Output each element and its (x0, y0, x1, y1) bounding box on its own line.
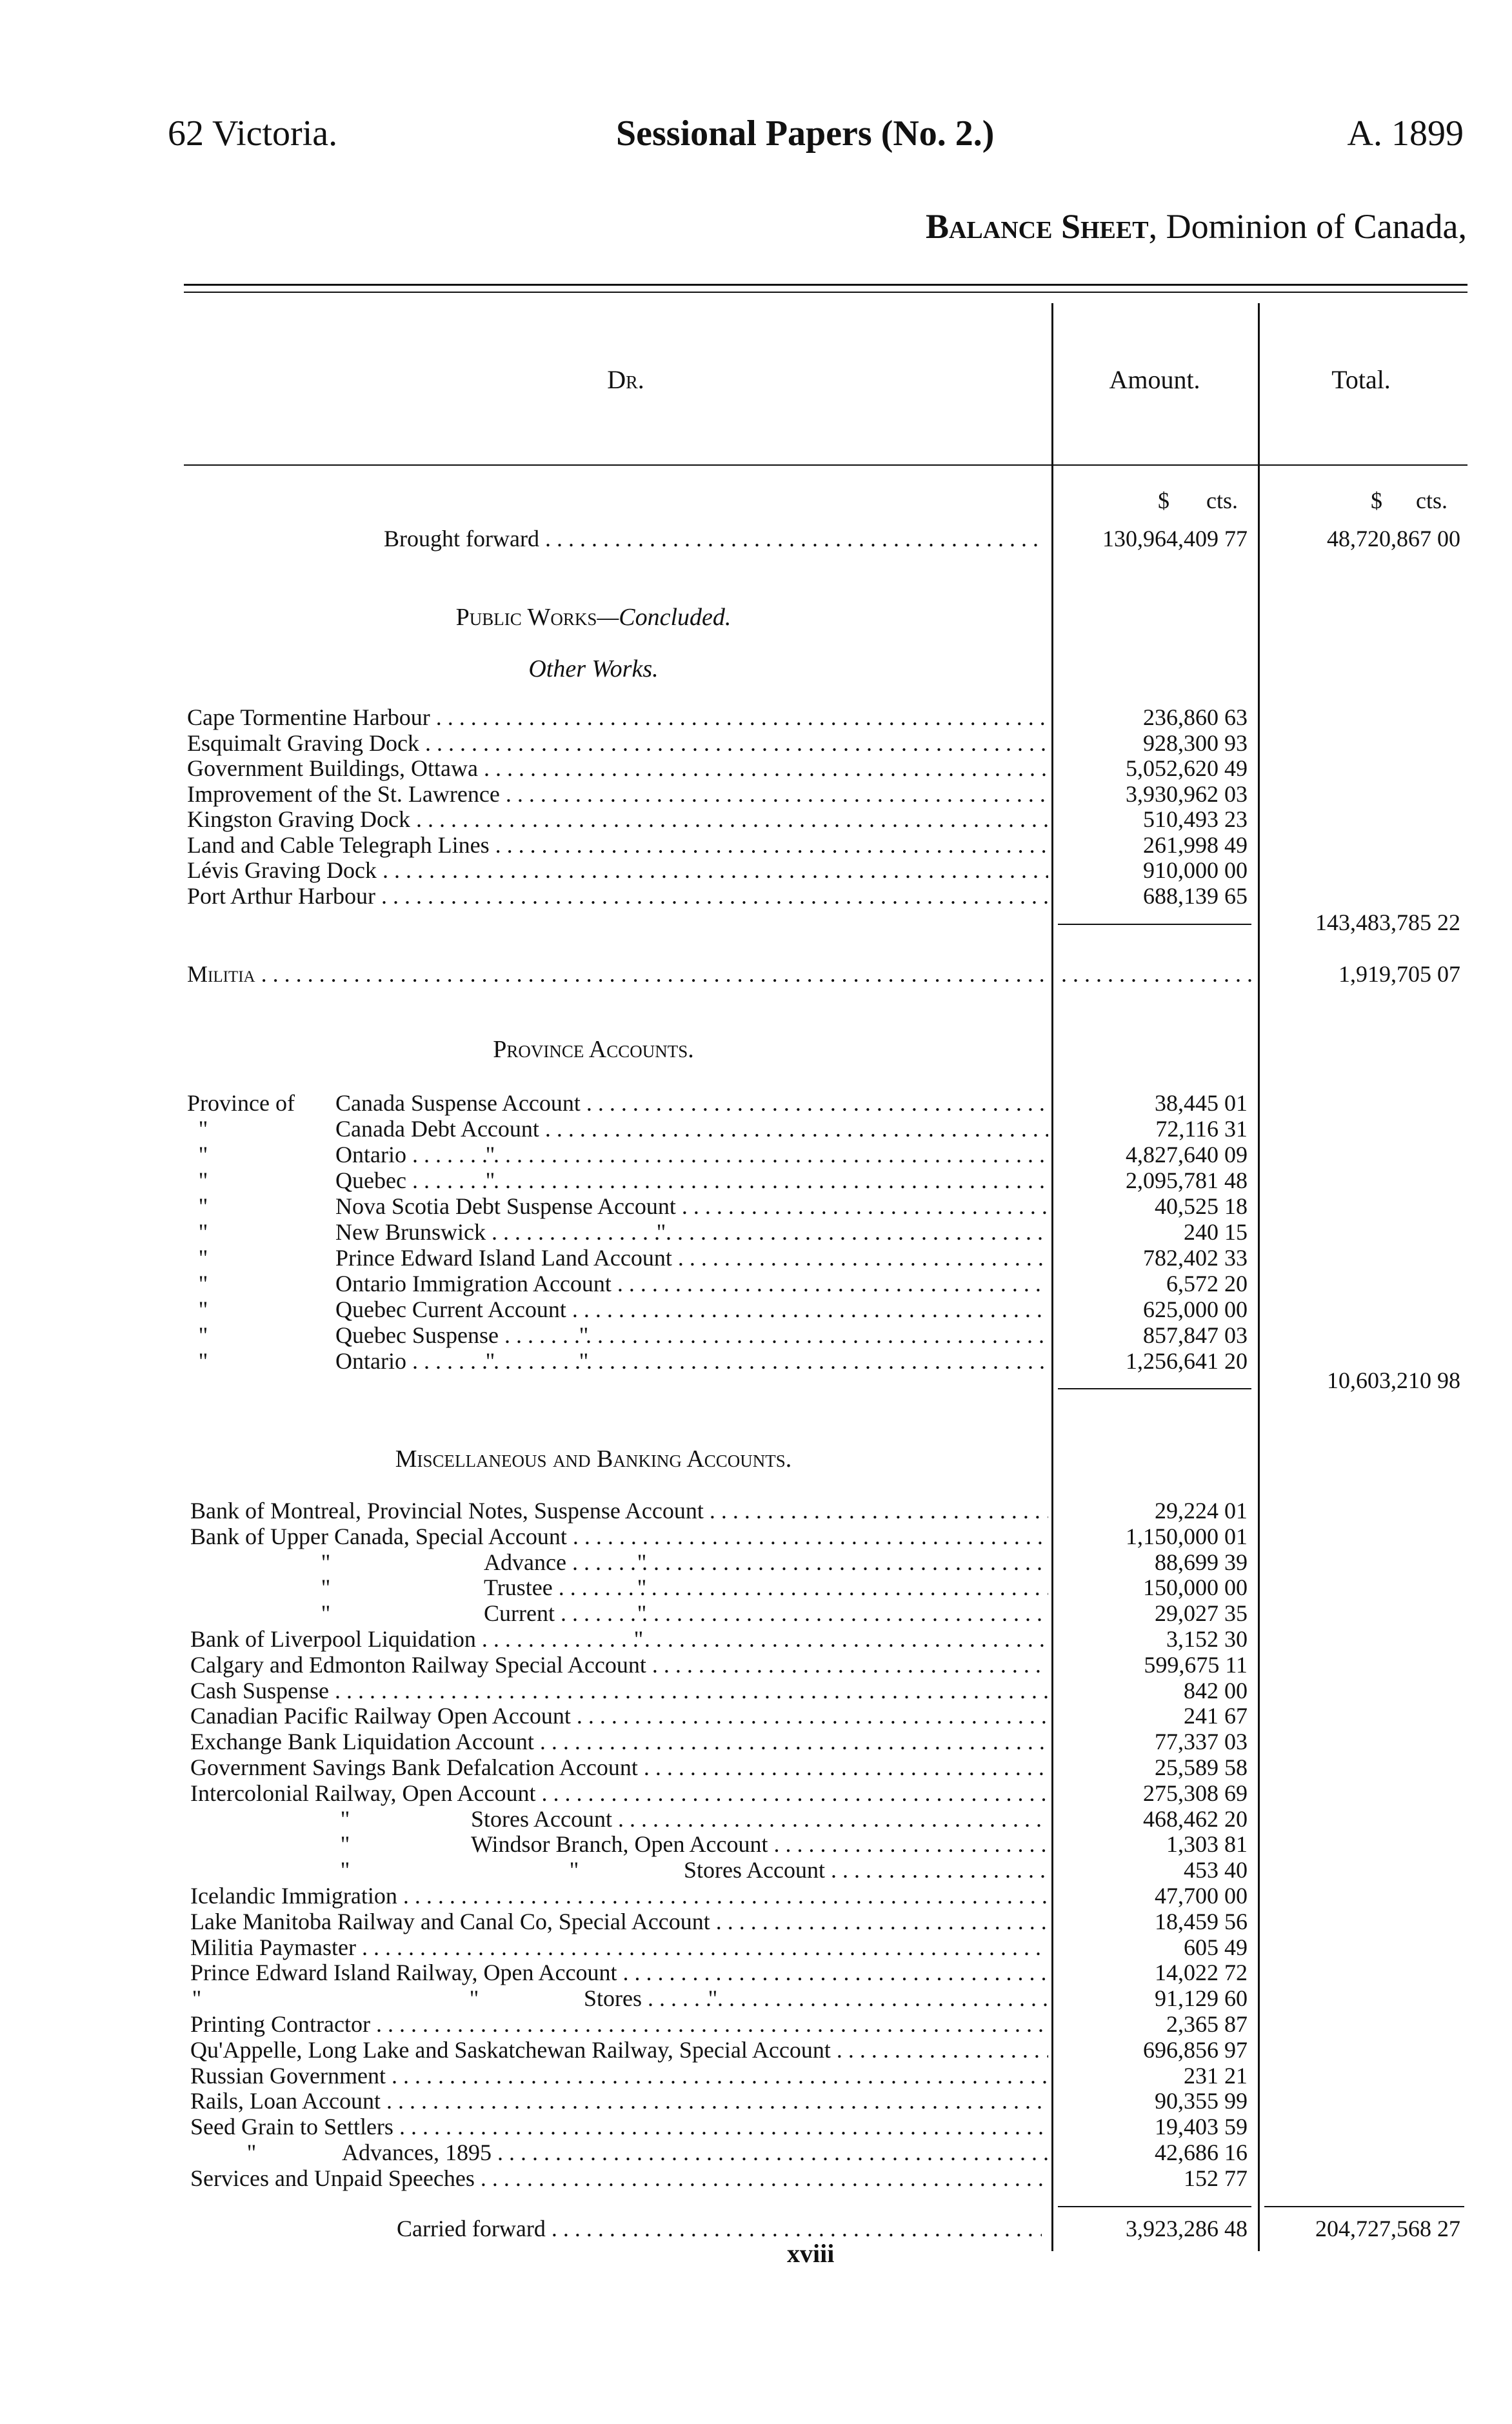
public-works-row (0, 883, 1512, 909)
misc-account-row (0, 1960, 1512, 1985)
misc-account-row (0, 1524, 1512, 1549)
ditto-mark: " (579, 1348, 589, 1374)
ditto-mark: " (198, 1193, 208, 1219)
ditto-mark: " (198, 1348, 208, 1374)
row-amount: 38,445 01 (1155, 1090, 1248, 1116)
province-account-row (0, 1296, 1512, 1322)
ditto-mark: " (637, 1600, 647, 1627)
row-amount: 2,365 87 (1166, 2011, 1248, 2037)
misc-account-row (0, 1575, 1512, 1600)
misc-account-row (0, 1780, 1512, 1806)
misc-account-row (0, 1549, 1512, 1575)
ditto-mark: " (579, 1322, 589, 1348)
col-dr: Dr. (607, 365, 644, 394)
ditto-mark: " (637, 1575, 647, 1601)
ditto-mark: " (485, 1142, 495, 1167)
row-amount: 696,856 97 (1143, 2036, 1248, 2063)
row-amount: 231 21 (1184, 2062, 1248, 2089)
page-subtitle (926, 206, 1467, 246)
misc-account-row (0, 1934, 1512, 1960)
militia-row (0, 961, 1512, 987)
row-label: Canadian Pacific Railway Open Account . . . (190, 1703, 1048, 1729)
row-label: Esquimalt Graving Dock . . . (187, 730, 1048, 756)
misc-account-row (0, 1806, 1512, 1832)
row-amount: 599,675 11 (1144, 1651, 1248, 1678)
misc-heading: Miscellaneous and Banking Accounts. (395, 1445, 792, 1473)
row-amount: 857,847 03 (1143, 1322, 1248, 1348)
ditto-mark: " (708, 1985, 718, 2012)
row-label: Kingston Graving Dock . . . (187, 806, 1048, 832)
militia-amount-leader (1061, 961, 1255, 987)
row-label: Quebec . . . (335, 1167, 1048, 1193)
row-amount: 77,337 03 (1155, 1729, 1248, 1755)
ditto-mark: " (198, 1167, 208, 1193)
province-accounts-total: 10,603,210 98 (1327, 1367, 1460, 1393)
row-amount: 29,027 35 (1155, 1600, 1248, 1627)
col-amount: Amount. (1109, 365, 1200, 394)
misc-account-row (0, 2037, 1512, 2063)
misc-account-row (0, 1985, 1512, 2011)
col-total: Total. (1331, 365, 1391, 394)
misc-account-row (0, 2063, 1512, 2089)
public-works-row (0, 704, 1512, 730)
row-amount: 90,355 99 (1155, 2088, 1248, 2114)
ditto-mark: " (569, 1857, 579, 1883)
province-account-row (0, 1193, 1512, 1219)
carried-forward-label: Carried forward . . . (397, 2216, 1042, 2241)
other-works-heading: Other Works. (528, 655, 659, 682)
row-amount: 152 77 (1184, 2165, 1248, 2191)
row-label: Canada Suspense Account . . . (335, 1090, 1048, 1116)
ditto-mark: " (321, 1549, 331, 1575)
misc-account-row (0, 2114, 1512, 2140)
ditto-mark: " (198, 1271, 208, 1296)
carried-forward-row (0, 2216, 1512, 2241)
ditto-mark: " (246, 2140, 257, 2165)
misc-account-row (0, 2140, 1512, 2165)
top-rule (184, 284, 1467, 286)
row-amount: 1,256,641 20 (1126, 1348, 1248, 1374)
misc-account-row (0, 1909, 1512, 1934)
row-label: Militia Paymaster . . . (190, 1934, 1048, 1960)
row-amount: 19,403 59 (1155, 2114, 1248, 2140)
ditto-mark: " (321, 1575, 331, 1601)
row-amount: 3,930,962 03 (1126, 780, 1248, 807)
row-label: Rails, Loan Account . . . (190, 2088, 1048, 2114)
row-label: New Brunswick . . . (335, 1219, 1048, 1245)
row-label: Intercolonial Railway, Open Account . . . (190, 1780, 1048, 1806)
row-label: Bank of Upper Canada, Special Account . . . (190, 1524, 1048, 1549)
row-amount: 4,827,640 09 (1126, 1142, 1248, 1167)
row-amount: 14,022 72 (1155, 1960, 1248, 1986)
brought-forward-row (0, 526, 1512, 551)
public-works-row (0, 857, 1512, 883)
province-account-row (0, 1245, 1512, 1271)
row-amount: 688,139 65 (1143, 882, 1248, 909)
row-amount: 25,589 58 (1155, 1754, 1248, 1780)
carried-forward-amount: 3,923,286 48 (1126, 2216, 1248, 2241)
row-label: Nova Scotia Debt Suspense Account . . . (335, 1193, 1048, 1219)
ditto-mark: " (637, 1549, 647, 1575)
row-amount: 91,129 60 (1155, 1985, 1248, 2012)
province-account-row (0, 1167, 1512, 1193)
row-label: Printing Contractor . . . (190, 2011, 1048, 2037)
militia-total: 1,919,705 07 (1338, 961, 1460, 987)
row-amount: 625,000 00 (1143, 1296, 1248, 1322)
amount-dollar: $ (1158, 488, 1169, 513)
misc-account-row (0, 1652, 1512, 1678)
ditto-mark: " (656, 1219, 666, 1245)
row-amount: 72,116 31 (1155, 1116, 1248, 1142)
row-amount: 47,700 00 (1155, 1883, 1248, 1909)
row-label: Cape Tormentine Harbour . . . (187, 704, 1048, 730)
row-label: Services and Unpaid Speeches . . . (190, 2165, 1048, 2191)
row-label: Prince Edward Island Railway, Open Account . . . (190, 1960, 1048, 1985)
brought-forward-label: Brought forward . . . (384, 526, 1042, 551)
row-amount: 842 00 (1184, 1677, 1248, 1704)
province-account-row (0, 1219, 1512, 1245)
total-cents: cts. (1416, 488, 1447, 513)
header-right: A. 1899 (1347, 114, 1464, 154)
misc-account-row (0, 2088, 1512, 2114)
row-label: Seed Grain to Settlers . . . (190, 2114, 1048, 2140)
public-works-row (0, 806, 1512, 832)
row-label: Current . . . (484, 1600, 1048, 1626)
row-label: Ontario . . . (335, 1348, 1048, 1374)
top-rule-2 (184, 292, 1467, 293)
misc-account-row (0, 1857, 1512, 1883)
ditto-mark: " (340, 1805, 350, 1832)
row-amount: 605 49 (1184, 1934, 1248, 1960)
misc-account-row (0, 1678, 1512, 1704)
ditto-mark: " (198, 1296, 208, 1322)
row-amount: 88,699 39 (1155, 1549, 1248, 1575)
row-label: Stores Account . . . (471, 1806, 1048, 1832)
row-label: Advances, 1895 . . . (342, 2140, 1048, 2165)
row-amount: 3,152 30 (1166, 1626, 1248, 1652)
row-label: Ontario Immigration Account . . . (335, 1271, 1048, 1296)
page-number: xviii (787, 2239, 835, 2268)
row-label: Lévis Graving Dock . . . (187, 857, 1048, 883)
ditto-mark: " (485, 1167, 495, 1193)
misc-account-row (0, 1729, 1512, 1754)
province-account-row (0, 1271, 1512, 1296)
row-amount: 1,303 81 (1166, 1831, 1248, 1858)
row-amount: 261,998 49 (1143, 831, 1248, 858)
ditto-mark: " (321, 1600, 331, 1627)
subtitle-caps: Balance Sheet (925, 207, 1149, 246)
ditto-mark: " (633, 1626, 644, 1652)
province-account-row (0, 1116, 1512, 1142)
row-amount: 40,525 18 (1155, 1193, 1248, 1219)
province-accounts-total-row (0, 1367, 1512, 1393)
row-label: Canada Debt Account . . . (335, 1116, 1048, 1142)
row-label: Cash Suspense . . . (190, 1678, 1048, 1704)
province-account-row (0, 1322, 1512, 1348)
row-amount: 453 40 (1184, 1857, 1248, 1883)
row-label: Quebec Current Account . . . (335, 1296, 1048, 1322)
row-amount: 240 15 (1184, 1219, 1248, 1245)
public-works-title-suffix: —Concluded. (597, 604, 731, 631)
row-amount: 2,095,781 48 (1126, 1167, 1248, 1193)
misc-account-row (0, 2011, 1512, 2037)
misc-account-row (0, 2165, 1512, 2191)
ditto-mark: " (469, 1985, 479, 2012)
row-label: Russian Government . . . (190, 2063, 1048, 2089)
row-amount: 18,459 56 (1155, 1908, 1248, 1934)
subtitle-rest: , Dominion of Canada, (1148, 207, 1467, 246)
ditto-mark: " (485, 1348, 495, 1374)
public-works-row (0, 755, 1512, 781)
public-works-total: 143,483,785 22 (1315, 909, 1460, 935)
row-amount: 150,000 00 (1143, 1575, 1248, 1601)
misc-account-row (0, 1831, 1512, 1857)
misc-account-row (0, 1498, 1512, 1524)
province-account-row (0, 1090, 1512, 1116)
row-prefix: Province of (187, 1090, 295, 1116)
row-label: Land and Cable Telegraph Lines . . . (187, 832, 1048, 858)
misc-account-row (0, 1883, 1512, 1909)
row-amount: 275,308 69 (1143, 1780, 1248, 1806)
ditto-mark: " (192, 1985, 202, 2012)
row-label: Stores . . . (584, 1985, 1048, 2011)
row-amount: 782,402 33 (1143, 1245, 1248, 1271)
row-label: Government Savings Bank Defalcation Account . . . (190, 1754, 1048, 1780)
row-amount: 236,860 63 (1143, 704, 1248, 730)
header-left: 62 Victoria. (168, 114, 338, 154)
ditto-mark: " (340, 1857, 350, 1883)
row-label: Port Arthur Harbour . . . (187, 883, 1048, 909)
row-amount: 468,462 20 (1143, 1805, 1248, 1832)
ditto-mark: " (198, 1245, 208, 1271)
row-label: Bank of Montreal, Provincial Notes, Suspense Account . . . (190, 1498, 1048, 1524)
row-amount: 1,150,000 01 (1126, 1523, 1248, 1549)
cf-rule-amount (1058, 2206, 1251, 2207)
province-account-row (0, 1142, 1512, 1167)
ditto-mark: " (198, 1116, 208, 1142)
row-label: Government Buildings, Ottawa . . . (187, 755, 1048, 781)
row-label: Qu'Appelle, Long Lake and Saskatchewan Railway, Special Account . . . (190, 2037, 1048, 2063)
row-amount: 42,686 16 (1155, 2140, 1248, 2165)
row-label: Calgary and Edmonton Railway Special Account . . . (190, 1652, 1048, 1678)
row-amount: 29,224 01 (1155, 1498, 1248, 1524)
misc-account-row (0, 1600, 1512, 1626)
carried-forward-total: 204,727,568 27 (1315, 2216, 1460, 2241)
header-rule (184, 464, 1467, 466)
row-label: Ontario . . . (335, 1142, 1048, 1167)
ditto-mark: " (198, 1219, 208, 1245)
brought-forward-total: 48,720,867 00 (1327, 526, 1460, 551)
misc-account-row (0, 1754, 1512, 1780)
public-works-row (0, 832, 1512, 858)
ditto-mark: " (340, 1831, 350, 1858)
public-works-title: Public Works (455, 604, 597, 631)
public-works-row (0, 781, 1512, 807)
row-label: Trustee . . . (484, 1575, 1048, 1600)
ditto-mark: " (198, 1142, 208, 1167)
public-works-total-row (0, 909, 1512, 935)
public-works-heading (303, 603, 884, 631)
militia-label: Militia . . . (187, 961, 1048, 987)
misc-account-row (0, 1703, 1512, 1729)
row-label: Bank of Liverpool Liquidation . . . (190, 1626, 1048, 1652)
ditto-mark: " (198, 1322, 208, 1348)
row-amount: 241 67 (1184, 1703, 1248, 1729)
misc-account-row (0, 1626, 1512, 1652)
row-amount: 510,493 23 (1143, 806, 1248, 832)
row-amount: 928,300 93 (1143, 730, 1248, 756)
row-label: Exchange Bank Liquidation Account . . . (190, 1729, 1048, 1754)
row-amount: 910,000 00 (1143, 857, 1248, 883)
total-dollar: $ (1371, 488, 1382, 513)
row-label: Prince Edward Island Land Account . . . (335, 1245, 1048, 1271)
row-amount: 5,052,620 49 (1126, 755, 1248, 781)
brought-forward-amount: 130,964,409 77 (1102, 526, 1248, 551)
row-label: Icelandic Immigration . . . (190, 1883, 1048, 1909)
row-label: Improvement of the St. Lawrence . . . (187, 781, 1048, 807)
amount-cents: cts. (1206, 488, 1238, 513)
header-center: Sessional Papers (No. 2.) (616, 114, 995, 154)
cf-rule-total (1264, 2206, 1464, 2207)
province-accounts-heading: Province Accounts. (493, 1036, 694, 1063)
row-label: Windsor Branch, Open Account . . . (471, 1831, 1048, 1857)
row-label: Advance . . . (484, 1549, 1048, 1575)
row-label: Stores Account . . . (684, 1857, 1048, 1883)
row-amount: 6,572 20 (1166, 1271, 1248, 1296)
public-works-row (0, 730, 1512, 756)
row-label: Quebec Suspense . . . (335, 1322, 1048, 1348)
row-label: Lake Manitoba Railway and Canal Co, Special Account . . . (190, 1909, 1048, 1934)
